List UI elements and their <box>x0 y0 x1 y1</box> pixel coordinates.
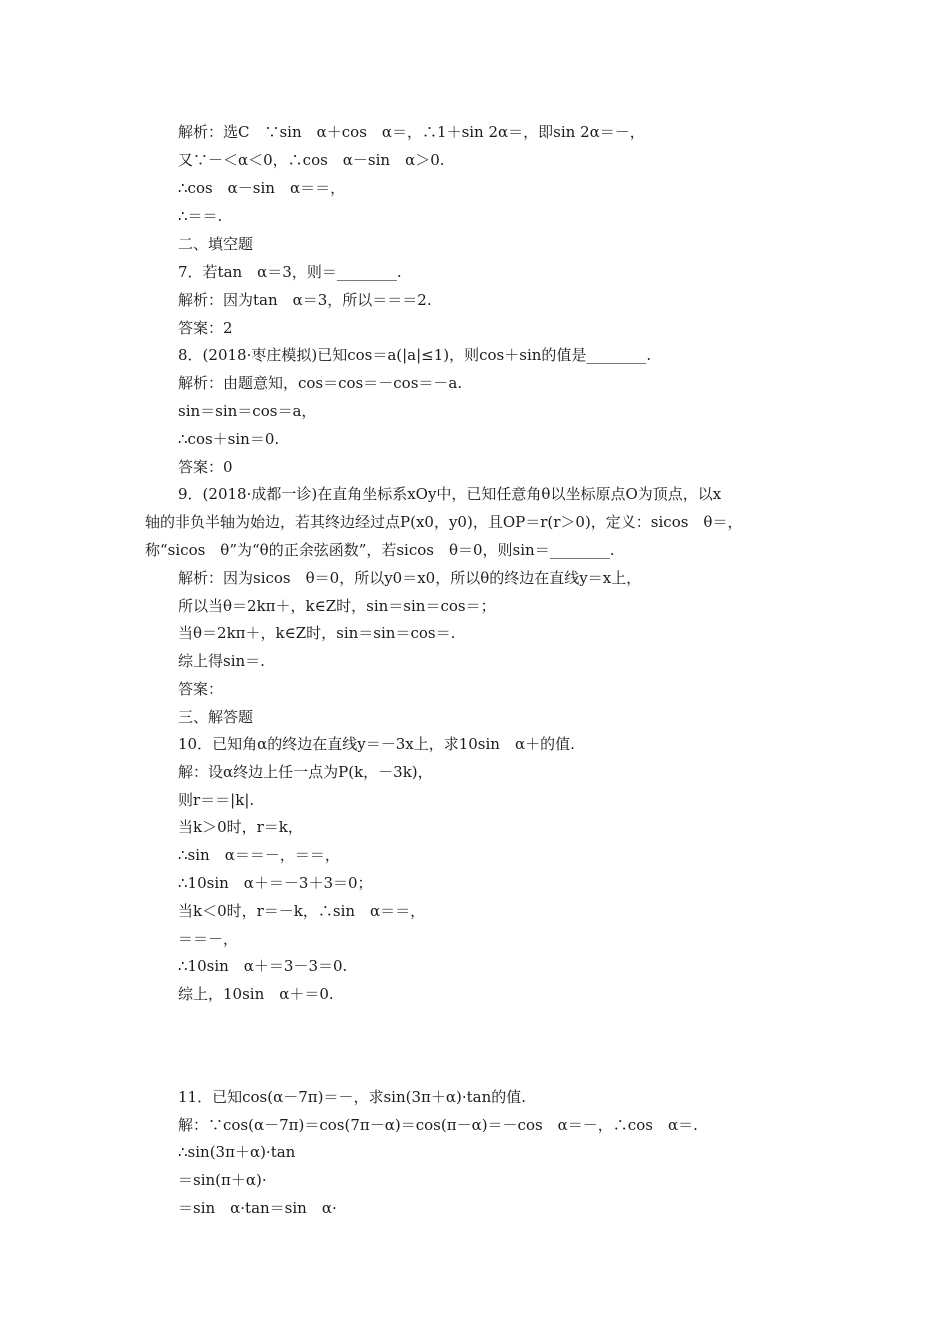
text-line: 解析：因为sicos θ＝0，所以y0＝x0，所以θ的终边在直线y＝x上， <box>178 569 642 587</box>
text-line: ∴sin(3π＋α)·tan <box>178 1143 296 1161</box>
text-line: ＝sin(π＋α)· <box>178 1171 267 1189</box>
text-line: 综上得sin＝. <box>178 652 265 670</box>
question-9: 9．(2018·成都一诊)在直角坐标系xOy中，已知任意角θ以坐标原点O为顶点，以x <box>178 485 722 503</box>
text-line: sin＝sin＝cos＝a， <box>178 402 317 420</box>
answer-line: 答案：0 <box>178 458 233 476</box>
question-11: 11．已知cos(α－7π)＝－，求sin(3π＋α)·tan的值. <box>178 1088 527 1106</box>
text-line: ＝sin α·tan＝sin α· <box>178 1199 337 1217</box>
text-line: 当θ＝2kπ＋，k∈Z时，sin＝sin＝cos＝. <box>178 624 456 642</box>
section-heading: 二、填空题 <box>178 235 254 253</box>
text-line: 解：∵cos(α－7π)＝cos(7π－α)＝cos(π－α)＝－cos α＝－，∴cos α＝. <box>178 1116 698 1134</box>
text-line: ＝＝－， <box>178 930 239 948</box>
question-7: 7．若tan α＝3，则＝________. <box>178 263 402 281</box>
text-line: 解析：选C ∵sin α＋cos α＝，∴1＋sin 2α＝，即sin 2α＝－， <box>178 123 645 141</box>
question-10: 10．已知角α的终边在直线y＝－3x上，求10sin α＋的值. <box>178 735 575 753</box>
text-line: ∴＝＝. <box>178 207 223 225</box>
question-8: 8．(2018·枣庄模拟)已知cos＝a(|a|≤1)，则cos＋sin的值是________. <box>178 346 652 364</box>
text-line: ∴sin α＝＝－，＝＝， <box>178 846 340 864</box>
text-line: 又∵－＜α＜0，∴cos α－sin α＞0. <box>178 151 445 169</box>
text-line: 轴的非负半轴为始边，若其终边经过点P(x0，y0)，且OP＝r(r＞0)，定义：sicos θ＝， <box>145 513 743 531</box>
text-line: ∴cos α－sin α＝＝， <box>178 179 346 197</box>
text-line: 解：设α终边上任一点为P(k，－3k)， <box>178 763 433 781</box>
text-line: ∴10sin α＋＝3－3＝0. <box>178 957 348 975</box>
answer-line: 答案： <box>178 680 224 698</box>
text-line: 称“sicos θ”为“θ的正余弦函数”，若sicos θ＝0，则sin＝________. <box>145 541 615 559</box>
text-line: 则r＝＝|k|. <box>178 791 255 809</box>
section-heading: 三、解答题 <box>178 708 254 726</box>
text-line: ∴10sin α＋＝－3＋3＝0； <box>178 874 373 892</box>
text-line: 解析：由题意知，cos＝cos＝－cos＝－a. <box>178 374 463 392</box>
text-line: 当k＞0时，r＝k， <box>178 818 303 836</box>
text-line: 解析：因为tan α＝3，所以＝＝＝2. <box>178 291 432 309</box>
answer-line: 答案：2 <box>178 319 233 337</box>
text-line: ∴cos＋sin＝0. <box>178 430 280 448</box>
text-line: 当k＜0时，r＝－k，∴sin α＝＝， <box>178 902 426 920</box>
text-line: 所以当θ＝2kπ＋，k∈Z时，sin＝sin＝cos＝； <box>178 597 496 615</box>
text-line: 综上，10sin α＋＝0. <box>178 985 334 1003</box>
